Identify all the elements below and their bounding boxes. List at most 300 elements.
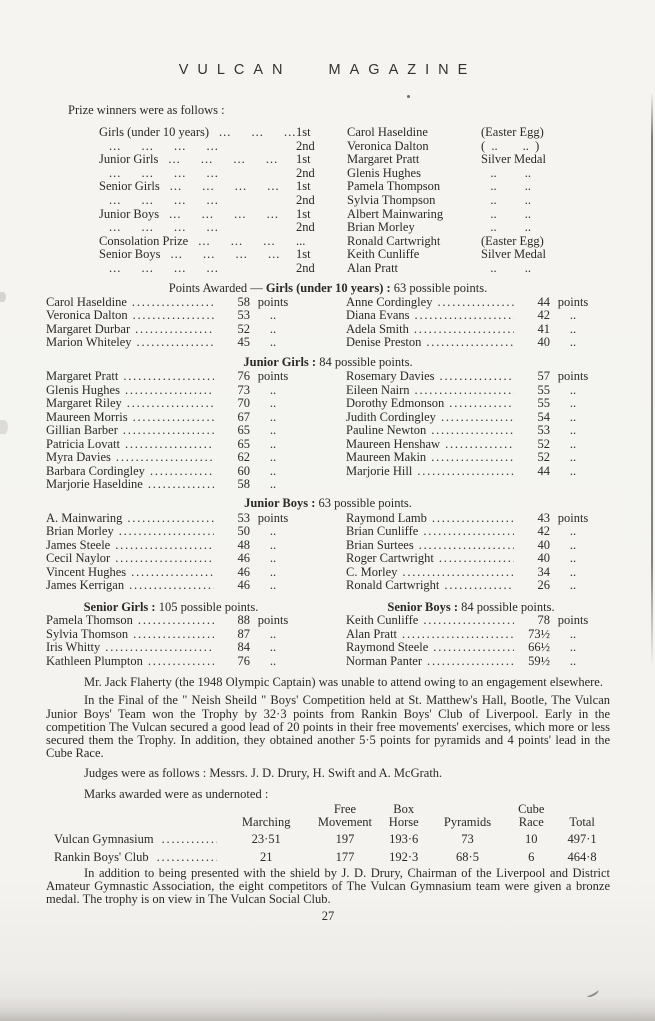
points-value: 57 (537, 369, 550, 384)
column-header: Movement (317, 815, 373, 830)
dotted-leader (123, 424, 214, 437)
heading-section: Girls (under 10 years) : (265, 280, 391, 295)
table-row (54, 830, 610, 849)
points-value: 43 (537, 510, 550, 525)
team-name-cell (54, 830, 223, 849)
points-unit: .. (269, 640, 277, 655)
dotted-leader (116, 451, 214, 464)
prize-award: .. .. (481, 206, 531, 221)
dotted-leader (115, 539, 214, 552)
points-row (346, 641, 596, 654)
dotted-leader (423, 525, 514, 538)
page-content (0, 104, 655, 923)
dotted-leader (431, 451, 514, 464)
points-value: 88 (237, 613, 250, 628)
points-row (346, 370, 596, 383)
marks-table (54, 803, 610, 867)
prize-category (99, 126, 296, 140)
marks-table-header-bottom (54, 816, 610, 830)
competitor-name: Raymond Steele (346, 640, 429, 655)
prize-row (99, 180, 605, 194)
prize-winner-name: Keith Cunliffe (347, 247, 420, 262)
dotted-leader (109, 140, 296, 154)
prize-winner-name: Veronica Dalton (347, 138, 429, 153)
prize-place: 2nd (296, 138, 315, 153)
prize-category (99, 208, 296, 222)
competitor-name: Margaret Pratt (46, 369, 119, 384)
dotted-leader (157, 848, 218, 867)
competitor-name: Keith Cunliffe (346, 613, 419, 628)
points-value: 84 (237, 640, 250, 655)
dotted-leader (445, 438, 514, 451)
competitor-name: Marjorie Hill (346, 463, 413, 478)
points-row (346, 384, 596, 397)
points-section-senior-boys (346, 601, 596, 668)
prize-place: 2nd (296, 165, 315, 180)
prize-winner-name: Albert Mainwaring (347, 206, 444, 221)
score-marching: 21 (259, 850, 273, 865)
prize-row (99, 208, 605, 222)
points-unit: .. (569, 564, 577, 579)
scan-smudge (0, 420, 8, 434)
prize-category-label: Senior Boys (99, 248, 161, 262)
competitor-name: Marjorie Haseldine (46, 476, 143, 491)
prize-row (99, 221, 605, 235)
header-spacer (54, 816, 223, 830)
points-unit: .. (569, 308, 577, 323)
points-value: 40 (537, 335, 550, 350)
points-value: 78 (537, 613, 550, 628)
dotted-leader (137, 336, 214, 349)
dotted-leader (402, 566, 514, 579)
points-unit: .. (269, 321, 277, 336)
prize-row (99, 153, 605, 167)
points-heading-junior-girls (46, 356, 610, 370)
points-unit: .. (569, 537, 577, 552)
points-unit: .. (269, 551, 277, 566)
dotted-leader (419, 539, 514, 552)
points-unit: .. (269, 463, 277, 478)
dotted-leader (135, 323, 214, 336)
points-row (346, 336, 596, 349)
points-unit: .. (269, 564, 277, 579)
dotted-leader (115, 552, 214, 565)
competitor-name: Maureen Makin (346, 450, 427, 465)
points-row (46, 552, 296, 565)
competitor-name: Kathleen Plumpton (46, 653, 143, 668)
points-list-senior-girls (46, 614, 296, 668)
heading-possible-points: 84 possible points. (316, 354, 413, 369)
prize-winner-name: Pamela Thompson (347, 179, 441, 194)
dotted-leader (170, 248, 296, 262)
dotted-leader (437, 296, 514, 309)
points-unit: .. (569, 450, 577, 465)
points-value: 44 (537, 295, 550, 310)
column-header: Box (393, 801, 415, 816)
points-unit: points (257, 510, 289, 525)
points-unit: .. (569, 640, 577, 655)
points-value: 65 (237, 436, 250, 451)
points-row (46, 655, 296, 668)
prize-place: 1st (296, 206, 311, 221)
prize-place: ... (296, 233, 306, 248)
points-value: 26 (537, 578, 550, 593)
points-row (346, 296, 596, 309)
competitor-name: Ronald Cartwright (346, 578, 440, 593)
points-value: 44 (537, 463, 550, 478)
points-row (346, 614, 596, 627)
prize-place: 2nd (296, 220, 315, 235)
prize-row (99, 126, 605, 140)
competitor-name: A. Mainwaring (46, 510, 123, 525)
points-heading-junior-boys (46, 497, 610, 511)
prize-winners-table (99, 126, 605, 276)
dotted-leader (168, 153, 296, 167)
points-columns-seniors (46, 601, 610, 668)
score-free-movement: 177 (335, 850, 355, 865)
dotted-leader (439, 552, 514, 565)
points-unit: points (557, 510, 589, 525)
column-header: Pyramids (443, 815, 492, 830)
dotted-leader (414, 323, 514, 336)
points-unit: .. (569, 524, 577, 539)
points-row (46, 296, 296, 309)
points-list-girls-right (346, 296, 596, 350)
dotted-leader (426, 336, 514, 349)
prize-winners-intro: Prize winners were as follows : (68, 103, 225, 117)
dotted-leader (441, 411, 514, 424)
points-list-senior-boys (346, 614, 596, 668)
points-unit: .. (569, 578, 577, 593)
scan-bottom-shadow (0, 997, 655, 1021)
dotted-leader (127, 397, 214, 410)
competitor-name: Pauline Newton (346, 423, 427, 438)
competitor-name: Veronica Dalton (46, 308, 128, 323)
points-unit: points (557, 369, 589, 384)
heading-section: Senior Boys : (387, 599, 459, 614)
competitor-name: C. Morley (346, 564, 398, 579)
points-row (46, 384, 296, 397)
points-value: 50 (237, 524, 250, 539)
competitor-name: Sylvia Thomson (46, 626, 129, 641)
competitor-name: Pamela Thomson (46, 613, 133, 628)
competitor-name: Margaret Durbar (46, 321, 131, 336)
prize-award: .. .. (481, 192, 531, 207)
heading-section: Senior Girls : (83, 599, 156, 614)
points-value: 65 (237, 423, 250, 438)
points-row (346, 655, 596, 668)
points-row (46, 411, 296, 424)
dotted-leader (125, 438, 214, 451)
column-header: Cube (518, 801, 545, 816)
points-unit: points (557, 295, 589, 310)
dotted-leader (131, 566, 214, 579)
points-unit: .. (269, 476, 277, 491)
prize-category-label: Senior Girls (99, 180, 160, 194)
prize-place: 2nd (296, 260, 315, 275)
points-value: 46 (237, 578, 250, 593)
points-value: 40 (537, 551, 550, 566)
column-header: Marching (241, 815, 291, 830)
score-box-horse: 193·6 (389, 831, 419, 846)
column-header: Total (569, 815, 595, 830)
points-row (346, 397, 596, 410)
points-value: 45 (237, 335, 250, 350)
points-unit: .. (569, 551, 577, 566)
score-pyramids: 68·5 (456, 850, 479, 865)
score-cube-race: 10 (525, 831, 538, 846)
team-name-cell (54, 848, 223, 867)
points-value: 42 (537, 524, 550, 539)
prize-category (99, 153, 296, 167)
points-value: 67 (237, 409, 250, 424)
points-heading-senior-girls (46, 601, 296, 615)
prize-award: (Easter Egg) (481, 233, 544, 248)
column-header: Horse (388, 815, 419, 830)
points-unit: .. (569, 409, 577, 424)
points-row (346, 323, 596, 336)
points-row (46, 512, 296, 525)
score-cube-race: 6 (528, 850, 535, 865)
dotted-leader (109, 194, 296, 208)
points-row (46, 478, 296, 491)
dotted-leader (170, 180, 296, 194)
points-row (346, 552, 596, 565)
points-row (46, 579, 296, 592)
points-unit: .. (569, 382, 577, 397)
points-unit: .. (269, 653, 277, 668)
points-unit: points (257, 613, 289, 628)
points-unit: .. (269, 409, 277, 424)
dotted-leader (129, 579, 214, 592)
prize-category (99, 180, 296, 194)
points-heading-senior-boys (346, 601, 596, 615)
points-row (46, 525, 296, 538)
prize-row (99, 140, 605, 154)
dotted-leader (119, 525, 214, 538)
competitor-name: Eileen Nairn (346, 382, 410, 397)
prize-category-label: Junior Boys (99, 207, 160, 221)
points-row (46, 424, 296, 437)
points-row (46, 641, 296, 654)
competitor-name: Adela Smith (346, 321, 409, 336)
dotted-leader (431, 424, 514, 437)
prize-category (99, 194, 296, 208)
score-marching: 23·51 (251, 831, 281, 846)
competitor-name: Patricia Lovatt (46, 436, 120, 451)
prize-winner-name: Alan Pratt (347, 260, 399, 275)
points-unit: points (557, 613, 589, 628)
dotted-leader (133, 411, 214, 424)
heading-possible-points: 63 possible points. (315, 496, 412, 511)
points-row (346, 539, 596, 552)
dotted-leader (125, 384, 214, 397)
points-unit: .. (269, 524, 277, 539)
prize-award: .. .. (481, 165, 531, 180)
competitor-name: James Steele (46, 537, 111, 552)
magazine-title: VULCAN MAGAZINE (178, 62, 477, 78)
competitor-name: Barbara Cordingley (46, 463, 145, 478)
prize-winner-name: Sylvia Thompson (347, 192, 436, 207)
prize-row (99, 262, 605, 276)
dotted-leader (198, 235, 296, 249)
points-row (46, 614, 296, 627)
prize-award: .. .. (481, 179, 531, 194)
competitor-name: Margaret Riley (46, 396, 122, 411)
points-section-senior-girls (46, 601, 296, 668)
column-header (223, 803, 309, 817)
points-list-junior-girls-right (346, 370, 596, 491)
prize-award: Silver Medal (481, 152, 546, 167)
column-header: Free (333, 801, 357, 816)
competitor-name: Myra Davies (46, 450, 111, 465)
points-row (346, 411, 596, 424)
competitor-name: Carol Haseldine (46, 295, 127, 310)
points-value: 40 (537, 537, 550, 552)
points-value: 54 (537, 409, 550, 424)
prize-winner-name: Glenis Hughes (347, 165, 421, 180)
prize-category (99, 140, 296, 154)
competitor-name: Iris Whitty (46, 640, 101, 655)
dotted-leader (133, 309, 214, 322)
dotted-leader (109, 262, 296, 276)
marks-table-intro: Marks awarded were as undernoted : (84, 787, 269, 802)
ink-speck (407, 95, 410, 98)
marks-table-header-top (54, 803, 610, 817)
points-value: 53 (237, 510, 250, 525)
dotted-leader (433, 641, 514, 654)
dotted-leader (148, 655, 214, 668)
dotted-leader (105, 641, 214, 654)
team-name: Vulcan Gymnasium (54, 831, 154, 846)
points-value: 52 (537, 450, 550, 465)
points-value: 76 (237, 653, 250, 668)
competitor-name: Anne Cordingley (346, 295, 433, 310)
points-value: 59½ (528, 653, 550, 668)
prize-winner-name: Brian Morley (347, 220, 415, 235)
points-row (46, 539, 296, 552)
prize-category (99, 248, 296, 262)
dotted-leader (423, 614, 514, 627)
points-value: 41 (537, 321, 550, 336)
points-unit: .. (569, 335, 577, 350)
prize-category (99, 235, 296, 249)
prize-award: .. .. (481, 260, 531, 275)
prize-award: .. .. (481, 220, 531, 235)
score-total: 464·8 (567, 850, 597, 865)
points-value: 76 (237, 369, 250, 384)
prize-place: 2nd (296, 192, 315, 207)
dotted-leader (150, 465, 214, 478)
points-row (346, 628, 596, 641)
dotted-leader (440, 370, 514, 383)
points-unit: .. (569, 321, 577, 336)
points-value: 62 (237, 450, 250, 465)
competitor-name: Raymond Lamb (346, 510, 427, 525)
competitor-name: James Kerrigan (46, 578, 125, 593)
competitor-name: Roger Cartwright (346, 551, 434, 566)
points-unit: .. (569, 626, 577, 641)
score-free-movement: 197 (335, 831, 355, 846)
points-unit: .. (269, 537, 277, 552)
competitor-name: Judith Cordingley (346, 409, 436, 424)
points-value: 58 (237, 476, 250, 491)
competitor-name: Brian Surtees (346, 537, 414, 552)
heading-section: Junior Boys : (244, 496, 316, 511)
competitor-name: Norman Panter (346, 653, 423, 668)
score-box-horse: 192·3 (389, 850, 419, 865)
score-total: 497·1 (567, 831, 597, 846)
points-row (46, 451, 296, 464)
points-unit: .. (269, 335, 277, 350)
points-value: 60 (237, 463, 250, 478)
points-row (46, 566, 296, 579)
points-unit: .. (269, 423, 277, 438)
points-unit: .. (269, 578, 277, 593)
column-header (554, 803, 610, 817)
prize-place: 1st (296, 247, 311, 262)
scan-edge-line (651, 92, 653, 667)
points-row (346, 579, 596, 592)
points-unit: .. (269, 308, 277, 323)
points-row (46, 323, 296, 336)
column-header: Race (518, 815, 544, 830)
competitor-name: Glenis Hughes (46, 382, 120, 397)
dotted-leader (432, 512, 514, 525)
points-columns-girls (46, 296, 610, 350)
dotted-leader (169, 208, 296, 222)
points-unit: .. (569, 653, 577, 668)
dotted-leader (162, 830, 218, 849)
table-row (54, 848, 610, 867)
heading-possible-points: 63 possible points. (390, 280, 488, 295)
prize-category (99, 167, 296, 181)
points-row (346, 512, 596, 525)
points-value: 66½ (528, 640, 550, 655)
points-row (346, 451, 596, 464)
points-value: 55 (537, 396, 550, 411)
prize-category-label: Consolation Prize (99, 234, 189, 248)
dotted-leader (427, 655, 514, 668)
points-row (346, 309, 596, 322)
points-list-junior-boys-left (46, 512, 296, 593)
dotted-leader (417, 465, 514, 478)
competitor-name: Gillian Barber (46, 423, 118, 438)
points-list-junior-boys-right (346, 512, 596, 593)
points-value: 46 (237, 551, 250, 566)
dotted-leader (449, 397, 514, 410)
prize-category (99, 262, 296, 276)
competitor-name: Rosemary Davies (346, 369, 435, 384)
points-row (346, 424, 596, 437)
prize-winner-name: Margaret Pratt (347, 152, 420, 167)
prize-category-label: Junior Girls (99, 153, 159, 167)
points-unit: .. (569, 463, 577, 478)
points-value: 73 (237, 382, 250, 397)
points-value: 58 (237, 295, 250, 310)
dotted-leader (133, 628, 214, 641)
points-unit: points (257, 295, 289, 310)
scan-smudge (0, 292, 6, 302)
dotted-leader (415, 384, 514, 397)
competitor-name: Marion Whiteley (46, 335, 132, 350)
dotted-leader (444, 579, 514, 592)
points-value: 53 (237, 308, 250, 323)
heading-prefix: Points Awarded — (168, 280, 266, 295)
competitor-name: Denise Preston (346, 335, 422, 350)
dotted-leader (109, 221, 296, 235)
dotted-leader (127, 512, 214, 525)
